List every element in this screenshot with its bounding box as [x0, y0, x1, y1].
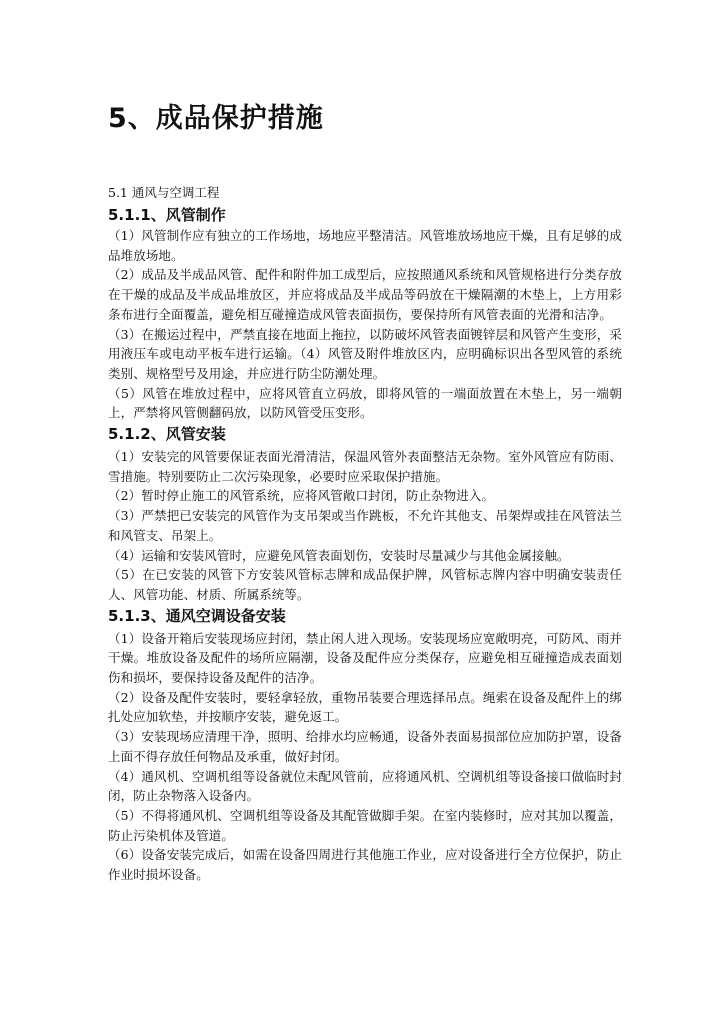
paragraph: （2）成品及半成品风管、配件和附件加工成型后，应按照通风系统和风管规格进行分类存放在干燥的成品及半成品堆放区，并应将成品及半成品等码放在干燥隔潮的木垫上，上方用彩条布进行全面覆盖，避免相互碰撞造成风管表面损伤，要保持所有风管表面的光滑和洁净。: [108, 267, 622, 322]
paragraph: （2）暂时停止施工的风管系统，应将风管敞口封闭，防止杂物进入。: [108, 488, 495, 504]
paragraph: （2）设备及配件安装时，要轻拿轻放，重物吊装要合理选择吊点。绳索在设备及配件上的绑扎处应加软垫，并按顺序安装，避免返工。: [108, 689, 622, 725]
paragraph: （1）安装完的风管要保证表面光滑清洁，保温风管外表面整洁无杂物。室外风管应有防雨、雪措施。特别要防止二次污染现象，必要时应采取保护措施。: [108, 449, 622, 484]
page-title: 5、成品保护措施: [108, 103, 324, 134]
section-heading: 5.1.1、风管制作: [108, 206, 226, 224]
section-duct-fabrication: [108, 204, 622, 423]
paragraph: （3）严禁把已安装完的风管作为支吊架或当作跳板，不允许其他支、吊架焊或挂在风管法兰和风管支、吊架上。: [108, 508, 622, 543]
section-heading: 5.1.2、风管安装: [108, 425, 226, 444]
paragraph: （4）运输和安装风管时，应避免风管表面划伤，安装时尽量减少与其他金属接触。: [108, 547, 570, 563]
section-heading: 5.1.3、通风空调设备安装: [108, 606, 286, 625]
paragraph: （5）不得将通风机、空调机组等设备及其配管做脚手架。在室内装修时，应对其加以覆盖，防止污染机体及管道。: [108, 807, 622, 843]
paragraph: （6）设备安装完成后，如需在设备四周进行其他施工作业，应对设备进行全方位保护，防止作业时损坏设备。: [108, 847, 622, 883]
paragraph: （1）风管制作应有独立的工作场地，场地应平整清洁。风管堆放场地应干燥，且有足够的成品堆放场地。: [108, 228, 622, 263]
paragraph: （1）设备开箱后安装现场应封闭，禁止闲人进入现场。安装现场应宽敞明亮，可防风、雨并干燥。堆放设备及配件的场所应隔潮，设备及配件应分类保存，应避免相互碰撞造成表面划伤和损坏，要保持设备及配件的洁净。: [108, 630, 622, 686]
paragraph: （5）风管在堆放过程中，应将风管直立码放，即将风管的一端面放置在木垫上，另一端朝上，严禁将风管侧翻码放，以防风管受压变形。: [108, 385, 622, 421]
paragraph: （4）通风机、空调机组等设备就位未配风管前，应将通风机、空调机组等设备接口做临时封闭，防止杂物落入设备内。: [108, 768, 622, 804]
document-body: [108, 184, 622, 885]
section-duct-installation: [108, 423, 622, 605]
paragraph: （3）安装现场应清理干净，照明、给排水均应畅通，设备外表面易损部位应加防护罩，设备上面不得存放任何物品及承重，做好封闭。: [108, 729, 622, 764]
paragraph: （5）在已安装的风管下方安装风管标志牌和成品保护牌，风管标志牌内容中明确安装责任人、风管功能、材质、所属系统等。: [108, 567, 622, 602]
section-equipment-installation: [108, 605, 622, 885]
paragraph: （3）在搬运过程中，严禁直接在地面上拖拉，以防破坏风管表面镀锌层和风管产生变形，采用液压车或电动平板车进行运输。（4）风管及附件堆放区内，应明确标识出各型风管的系统类别、规格型号及用途，并应进行防尘防潮处理。: [108, 326, 622, 381]
section-label: 5.1 通风与空调工程: [108, 185, 220, 200]
